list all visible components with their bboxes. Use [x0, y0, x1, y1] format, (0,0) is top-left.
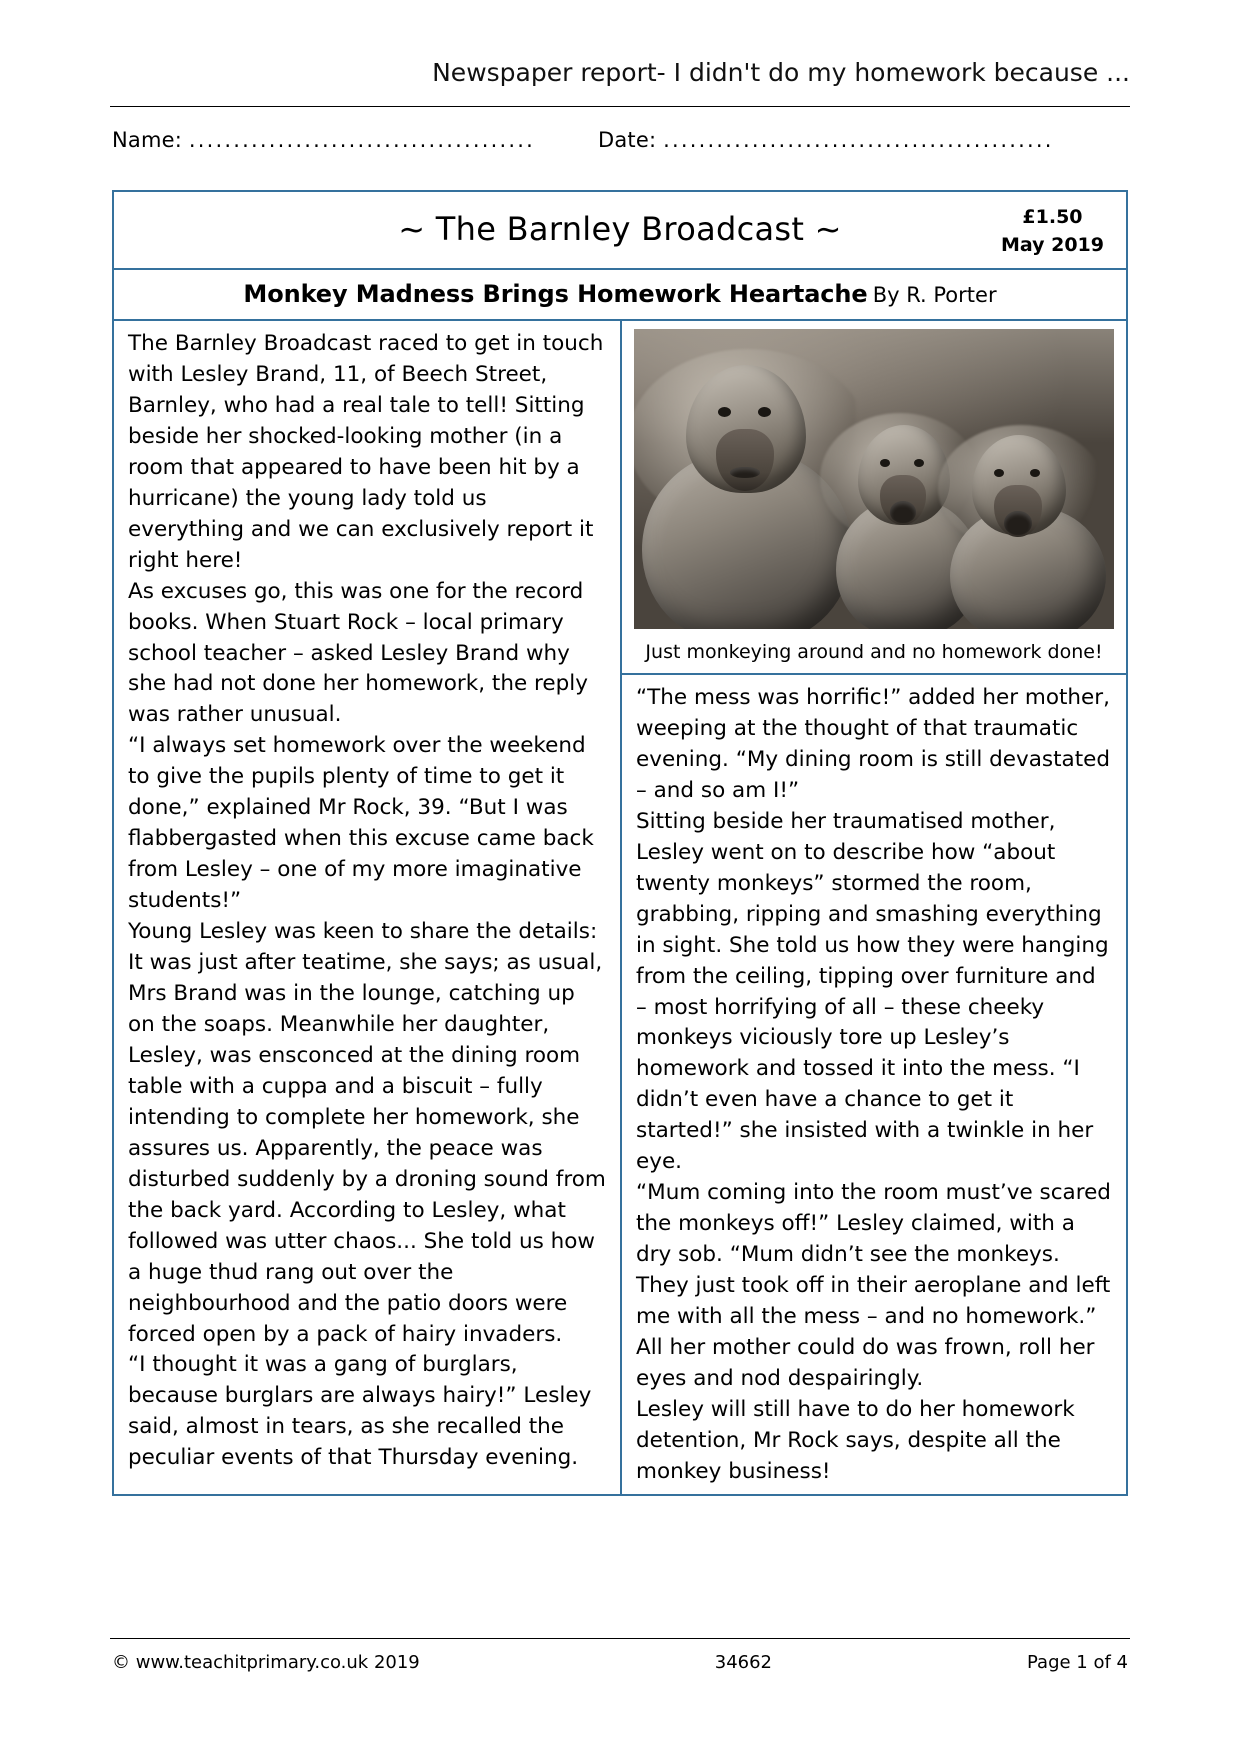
newspaper-title: ~ The Barnley Broadcast ~: [398, 210, 842, 248]
paragraph: “I thought it was a gang of burglars, because burglars are always hairy!” Lesley said, almost in tears, as she recalled the peculiar events of that Thursday evening.: [128, 1352, 592, 1471]
footer-copyright: © www.teachitprimary.co.uk 2019: [112, 1652, 420, 1673]
issue-date-label: May 2019: [1000, 233, 1104, 256]
baboons-photo: [634, 329, 1114, 629]
header-divider: [110, 106, 1130, 107]
name-label: Name:: [112, 128, 183, 152]
footer-divider: [110, 1638, 1130, 1639]
page-header-title: Newspaper report- I didn't do my homework because ...: [432, 58, 1130, 87]
baboon-right: [946, 433, 1106, 629]
paragraph: Young Lesley was keen to share the details: It was just after teatime, she says; as usual, Mrs Brand was in the lounge, catching up on the soaps. Meanwhile her daughter, Lesley, was ensconced at the dining room table with a cuppa and a biscuit – fully intending to complete her homework, she assures us. Apparently, the peace was disturbed suddenly by a droning sound from the back yard. According to Lesley, what followed was utter chaos... She told us how a huge thud rang out over the neighbourhood and the patio doors were forced open by a pack of hairy invaders.: [128, 919, 606, 1347]
date-input-line[interactable]: ............................................: [663, 128, 1054, 152]
masthead-meta: [1001, 204, 1104, 259]
article-column-right: [622, 321, 1126, 1494]
paragraph: “I always set homework over the weekend to give the pupils plenty of time to get it done,” explained Mr Rock, 39. “But I was flabbergasted when this excuse came back from Lesley – one of my more imaginative students!”: [128, 733, 594, 914]
newspaper-frame: [112, 190, 1128, 1496]
photo-caption: Just monkeying around and no homework done!: [622, 633, 1126, 675]
paragraph: The Barnley Broadcast raced to get in touch with Lesley Brand, 11, of Beech Street, Barnley, who had a real tale to tell! Sitting beside her shocked-looking mother (in a room that appeared to have been hit by a hurricane) the young lady told us everything and we can exclusively report it right here!: [128, 331, 604, 573]
paragraph: “Mum coming into the room must’ve scared the monkeys off!” Lesley claimed, with a dry sob. “Mum didn’t see the monkeys. They just took off in their aeroplane and left me with all the mess – and no homework.” All her mother could do was frown, roll her eyes and nod despairingly.: [636, 1180, 1111, 1391]
article-byline: By R. Porter: [872, 283, 997, 307]
price-label: £1.50: [1022, 206, 1083, 228]
photo-block: [622, 321, 1126, 633]
article-column-left: [114, 321, 622, 1494]
date-label: Date:: [597, 128, 657, 152]
paragraph: Sitting beside her traumatised mother, Lesley went on to describe how “about twenty monkeys” stormed the room, grabbing, ripping and smashing everything in sight. She told us how they were hanging from the ceiling, tipping over furniture and – most horrifying of all – these cheeky monkeys viciously tore up Lesley’s homework and tossed it into the mess. “I didn’t even have a chance to get it started!” she insisted with a twinkle in her eye.: [636, 808, 1109, 1175]
paragraph: “The mess was horrific!” added her mother, weeping at the thought of that traumatic evening. “My dining room is still devastated – and so am I!”: [636, 685, 1111, 803]
page-footer: [112, 1652, 1128, 1673]
paragraph: As excuses go, this was one for the record books. When Stuart Rock – local primary school teacher – asked Lesley Brand why she had not done her homework, the reply was rather unusual.: [128, 578, 588, 728]
paragraph: Lesley will still have to do her homework detention, Mr Rock says, despite all the monkey business!: [636, 1396, 1075, 1484]
masthead: [114, 192, 1126, 270]
footer-doc-id: 34662: [714, 1652, 773, 1673]
baboon-left: [642, 355, 852, 629]
footer-page-number: Page 1 of 4: [1027, 1652, 1128, 1673]
name-input-line[interactable]: .......................................: [188, 128, 536, 152]
article-column-right-text: [622, 675, 1126, 1494]
article-headline: Monkey Madness Brings Homework Heartache: [243, 280, 868, 308]
article-body: [114, 321, 1126, 1494]
headline-bar: [114, 270, 1126, 321]
name-date-row: [112, 128, 1132, 152]
